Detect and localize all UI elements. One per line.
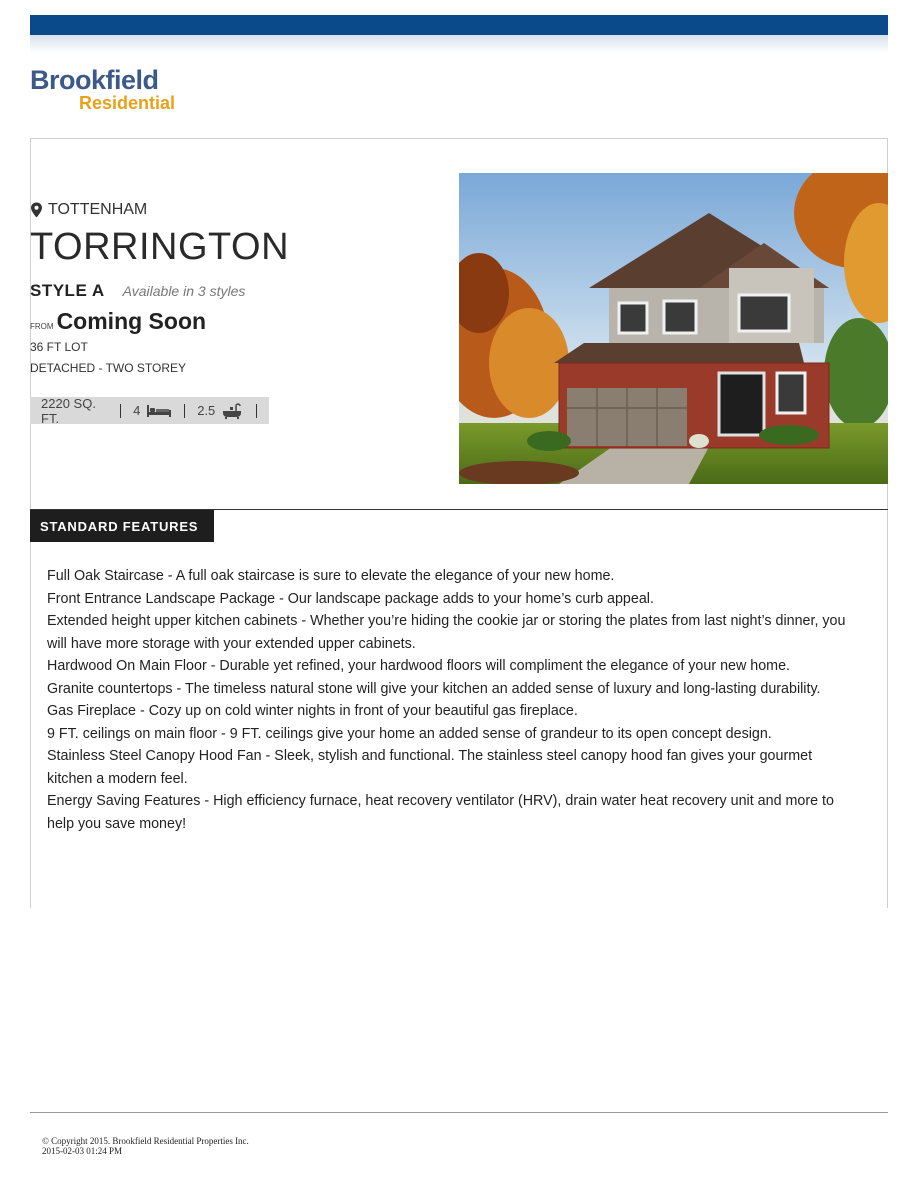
feature-item: Energy Saving Features - High efficiency furnace, heat recovery ventilator (HRV), drain water heat recovery unit and more to help you save money! [47, 793, 834, 832]
spec-divider [184, 404, 185, 418]
features-list [47, 565, 847, 835]
spec-divider [120, 404, 121, 418]
bedroom-count: 4 [133, 403, 141, 418]
price-prefix: FROM [30, 322, 54, 331]
feature-item: Stainless Steel Canopy Hood Fan - Sleek, stylish and functional. The stainless steel canopy hood fan gives your gourmet kitchen a modern feel. [47, 748, 813, 787]
feature-item: Hardwood On Main Floor - Durable yet refined, your hardwood floors will compliment the elegance of your new home. [47, 658, 791, 674]
logo-wordmark: Brookfield [30, 65, 159, 95]
location-text: TOTTENHAM [48, 201, 148, 218]
model-name: TORRINGTON [30, 226, 290, 268]
lot-size: 36 FT LOT [30, 340, 88, 354]
square-footage: 2220 SQ. FT. [41, 395, 96, 426]
feature-item: 9 FT. ceilings on main floor - 9 FT. ceilings give your home an added sense of grandeur to its open concept design. [47, 725, 772, 742]
styles-available-note: Available in 3 styles [122, 283, 246, 299]
map-pin-icon [30, 202, 43, 218]
print-timestamp: 2015-02-03 01:24 PM [42, 1146, 123, 1156]
feature-item: Gas Fireplace - Cozy up on cold winter nights in front of your beautiful gas fireplace. [47, 703, 578, 719]
feature-item: Front Entrance Landscape Package - Our landscape package adds to your home’s curb appeal. [47, 590, 654, 607]
bathroom-count: 2.5 [197, 403, 216, 418]
price-value: Coming Soon [56, 308, 207, 334]
style-label: STYLE A [30, 281, 105, 300]
feature-item: Granite countertops - The timeless natural stone will give your kitchen an added sense of luxury and long-lasting durability. [47, 680, 821, 697]
tab-standard-features[interactable]: STANDARD FEATURES [30, 510, 214, 542]
location-label [30, 201, 147, 219]
footer [42, 1136, 249, 1156]
spec-divider [256, 404, 257, 418]
specs-bar [30, 397, 269, 424]
header-bar [30, 15, 888, 35]
house-rendering [459, 173, 888, 484]
bathtub-icon [221, 403, 244, 419]
copyright-text: © Copyright 2015. Brookfield Residential Properties Inc. [42, 1136, 249, 1146]
bed-icon [146, 403, 172, 419]
home-type: DETACHED - TWO STOREY [30, 361, 187, 375]
footer-divider [30, 1112, 888, 1113]
style-row [30, 281, 245, 301]
feature-item: Extended height upper kitchen cabinets - Whether you’re hiding the cookie jar or storing the plates from last night’s dinner, you will have more storage with your extended upper cabinets. [47, 613, 846, 652]
logo-subline: Residential [79, 93, 176, 113]
feature-item: Full Oak Staircase - A full oak staircase is sure to elevate the elegance of your new home. [47, 568, 615, 584]
price-row [30, 308, 206, 335]
header-gradient [30, 35, 888, 53]
brookfield-logo [30, 65, 190, 115]
